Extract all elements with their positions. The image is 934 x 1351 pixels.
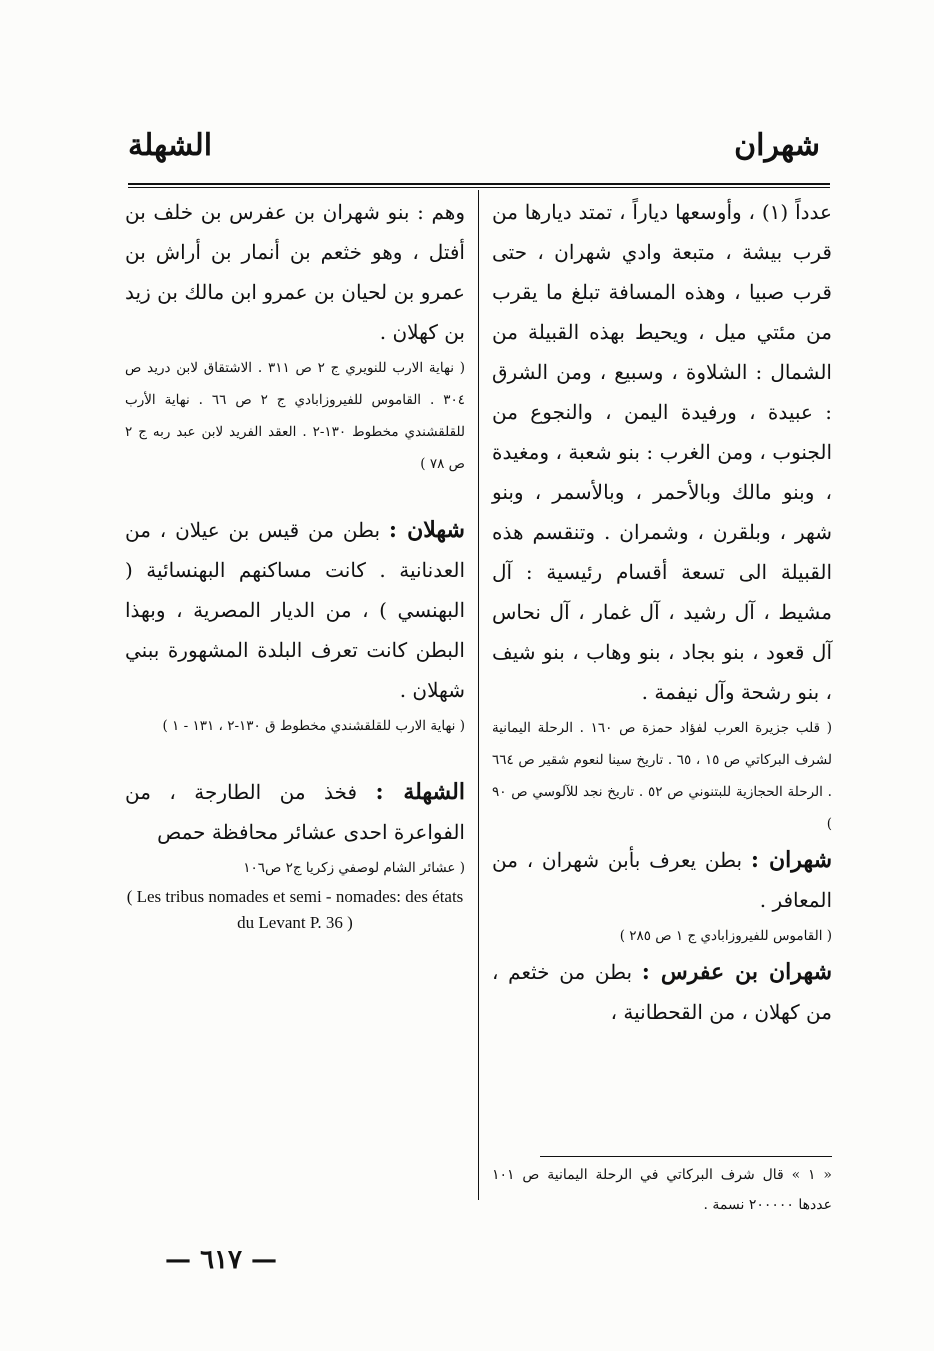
entry-headword: الشهلة : xyxy=(375,779,465,805)
entry-shahlan xyxy=(125,510,465,710)
entry-citation: ( نهاية الارب للقلقشندي مخطوط ق ١٣٠-٢ ، ١٣١ - ١ ) xyxy=(162,718,465,734)
entry-headword: شهران بن عفرس : xyxy=(641,959,832,985)
footnote: « ١ » قال شرف البركاتي في الرحلة اليمانية ص ١٠١ عددها ٢٠٠٠٠٠ نسمة . xyxy=(492,1167,833,1213)
running-header-right: شهران xyxy=(734,128,820,163)
column-divider xyxy=(478,190,479,1200)
entry-citation: ( عشائر الشام لوصفي زكريا ج٢ ص١٠٦ xyxy=(243,860,465,876)
latin-citation: ( Les tribus nomades et semi - nomades: des états du Levant P. 36 ) xyxy=(126,887,464,932)
entry-text: بطن من خثعم ، من كهلان ، من القحطانية ، xyxy=(492,960,832,1024)
left-column xyxy=(125,192,465,936)
running-header-left: الشهلة xyxy=(128,128,213,163)
right-intro-citation: ( قلب جزيرة العرب لفؤاد حمزة ص ١٦٠ . الرحلة اليمانية لشرف البركاتي ص ١٥ ، ٦٥ . تاريخ سينا لنعوم شقير ص ٦٦٤ . الرحلة الحجازية للبتنوني ص ٥٢ . تاريخ نجد للآلوسي ص ٩٠ ) xyxy=(492,720,832,832)
entry-text: بطن من قيس بن عيلان ، من العدنانية . كانت مساكنهم البهنسائية ( البهنسي ) ، من الديار المصرية ، وبهذا البطن كانت تعرف البلدة المشهورة ببني شهلان . xyxy=(125,518,465,702)
entry-spacer xyxy=(125,480,465,510)
entry-text: فخذ من الطارجة ، من الفواعرة احدى عشائر محافظة حمص xyxy=(125,780,465,844)
entry-headword: شهلان : xyxy=(388,517,465,543)
right-column xyxy=(492,192,832,1032)
entry-al-shahla xyxy=(125,772,465,852)
right-intro-text: عدداً (١) ، وأوسعها دياراً ، تمتد ديارها من قرب بيشة ، متبعة وادي شهران ، حتى قرب صبيا ، وهذه المسافة تبلغ ما يقرب من مئتي ميل ، ويحيط بهذه القبيلة من الشمال : الشلاوة ، وسبيع ، ومن الشرق : عبيدة ، ورفيدة اليمن ، والنجوع من الجنوب ، ومن الغرب : بنو شعبة ، ومغيدة ، وبنو مالك وبالأحمر ، وبالأسمر ، وبنو شهر ، وبلقرن ، وشمران . وتنقسم هذه القبيلة الى تسعة أقسام رئيسية : آل مشيط ، آل رشيد ، آل غمار ، آل نحاس آل قعود ، بنو بجاد ، بنو وهاب ، بنو شيف ، بنو رشحة وآل نيفمة . xyxy=(492,200,832,704)
header-rule-thin xyxy=(128,187,830,188)
entry-shahran xyxy=(492,840,832,920)
entry-citation: ( القاموس للفيروزابادي ج ١ ص ٢٨٥ ) xyxy=(619,928,832,944)
page-number: — ٦١٧ — xyxy=(165,1245,278,1275)
left-intro-citation: ( نهاية الارب للنويري ج ٢ ص ٣١١ . الاشتقاق لابن دريد ص ٣٠٤ . القاموس للفيروزابادي ج ٢ ص ٦٦ . نهاية الأرب للقلقشندي مخطوط ١٣٠-٢ . العقد الفريد لابن عبد ربه ج ٢ ص ٧٨ ) xyxy=(125,360,466,472)
entry-headword: شهران : xyxy=(750,847,833,873)
entry-spacer xyxy=(125,742,465,772)
entry-shahran-ibn-afras xyxy=(492,952,832,1032)
footnote-rule xyxy=(540,1156,832,1157)
header-rule xyxy=(128,183,830,185)
left-intro-text: وهم : بنو شهران بن عفرس بن خلف بن أفتل ، وهو خثعم بن أنمار بن أراش بن عمرو بن لحيان بن عمرو ابن مالك بن زيد بن كهلان . xyxy=(125,200,465,344)
entry-text: بطن يعرف بأبن شهران ، من المعافر . xyxy=(492,848,832,912)
